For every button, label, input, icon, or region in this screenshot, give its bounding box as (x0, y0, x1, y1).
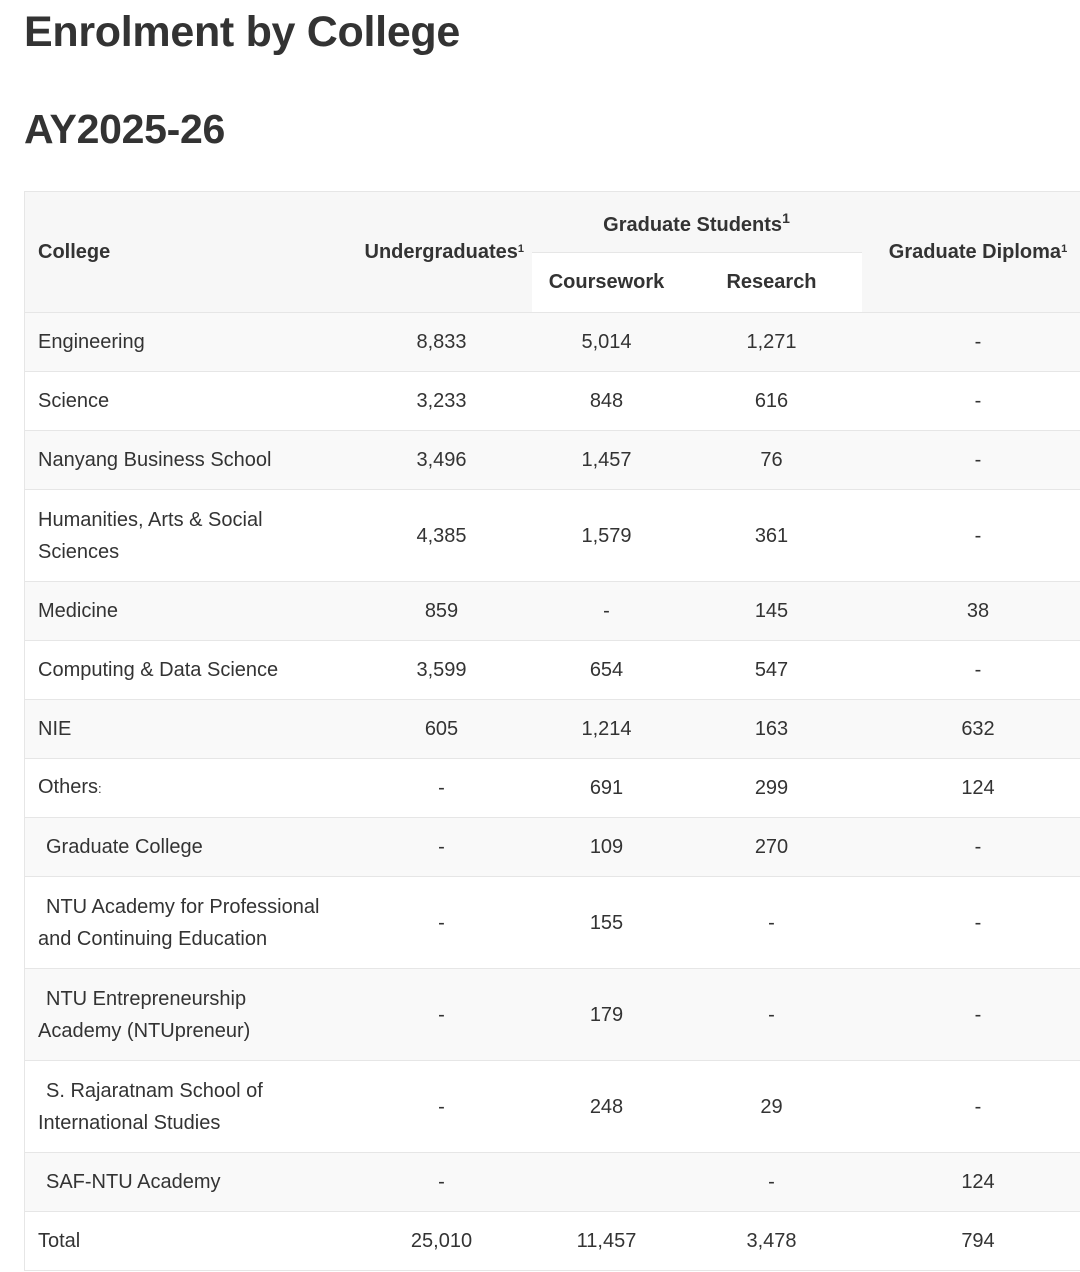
cell-undergraduates: 4,385 (352, 490, 532, 582)
cell-undergraduates: - (352, 1153, 532, 1212)
cell-college (25, 641, 352, 700)
header-coursework: Coursework (532, 253, 682, 313)
enrolment-table-container (24, 191, 1080, 1271)
cell-college (25, 759, 352, 818)
cell-undergraduates: - (352, 877, 532, 969)
page-title: Enrolment by College (24, 8, 461, 56)
college-name: NTU Entrepreneurship Academy (NTUpreneur) (38, 987, 251, 1042)
cell-coursework: 5,014 (532, 313, 682, 372)
cell-college (25, 431, 352, 490)
cell-coursework: 1,579 (532, 490, 682, 582)
cell-college (25, 1061, 352, 1153)
header-undergraduates-label: Undergraduates (364, 240, 518, 263)
cell-college (25, 1212, 352, 1271)
cell-undergraduates: 3,233 (352, 372, 532, 431)
table-row (25, 759, 1080, 818)
cell-graduate-diploma: 632 (862, 700, 1080, 759)
cell-graduate-diploma: - (862, 372, 1080, 431)
header-undergraduates (352, 192, 532, 313)
footnote-marker: 1 (517, 242, 524, 255)
cell-coursework: 654 (532, 641, 682, 700)
header-research: Research (682, 253, 862, 313)
cell-coursework: 155 (532, 877, 682, 969)
college-name: Engineering (38, 331, 145, 353)
table-row-sub (25, 1061, 1080, 1153)
cell-coursework: - (532, 582, 682, 641)
header-college-label: College (38, 240, 111, 263)
college-suffix: : (98, 781, 102, 796)
table-row (25, 700, 1080, 759)
cell-research: 616 (682, 372, 862, 431)
college-name: Nanyang Business School (38, 449, 272, 471)
cell-college (25, 969, 352, 1061)
cell-college (25, 313, 352, 372)
cell-undergraduates: - (352, 969, 532, 1061)
cell-coursework: 179 (532, 969, 682, 1061)
cell-graduate-diploma: - (862, 969, 1080, 1061)
cell-research: - (682, 877, 862, 969)
cell-graduate-diploma: - (862, 490, 1080, 582)
college-name: NTU Academy for Professional and Continuing Education (38, 895, 320, 950)
total-label: Total (38, 1230, 81, 1252)
college-name: SAF-NTU Academy (46, 1171, 221, 1193)
table-row (25, 641, 1080, 700)
cell-coursework: 248 (532, 1061, 682, 1153)
cell-college (25, 1153, 352, 1212)
table-row (25, 490, 1080, 582)
cell-graduate-diploma: - (862, 877, 1080, 969)
cell-graduate-diploma: - (862, 818, 1080, 877)
cell-undergraduates: 3,599 (352, 641, 532, 700)
college-name: Humanities, Arts & Social Sciences (38, 508, 263, 563)
cell-graduate-diploma: 124 (862, 1153, 1080, 1212)
cell-research: - (682, 1153, 862, 1212)
college-name: Medicine (38, 600, 119, 622)
college-name: Graduate College (46, 836, 203, 858)
table-row (25, 431, 1080, 490)
cell-research: 29 (682, 1061, 862, 1153)
header-graduate-diploma (862, 192, 1080, 313)
cell-graduate-diploma: 124 (862, 759, 1080, 818)
cell-research: - (682, 969, 862, 1061)
college-name: S. Rajaratnam School of International Studies (38, 1079, 263, 1134)
college-name: NIE (38, 718, 72, 740)
cell-research-total: 3,478 (682, 1212, 862, 1271)
table-body (25, 313, 1080, 1271)
footnote-marker: 1 (782, 209, 790, 226)
cell-coursework: 1,214 (532, 700, 682, 759)
cell-coursework: 691 (532, 759, 682, 818)
cell-research: 547 (682, 641, 862, 700)
cell-undergraduates: - (352, 1061, 532, 1153)
cell-graduate-diploma: - (862, 431, 1080, 490)
cell-undergraduates: 605 (352, 700, 532, 759)
table-row (25, 582, 1080, 641)
cell-research: 163 (682, 700, 862, 759)
college-name: Others (38, 776, 99, 798)
footnote-marker: 1 (1061, 242, 1068, 255)
college-name: Science (38, 390, 110, 412)
cell-graduate-diploma-total: 794 (862, 1212, 1080, 1271)
cell-college (25, 700, 352, 759)
cell-coursework: 1,457 (532, 431, 682, 490)
cell-college (25, 582, 352, 641)
table-row (25, 372, 1080, 431)
table-row-sub (25, 969, 1080, 1061)
cell-undergraduates-total: 25,010 (352, 1212, 532, 1271)
cell-research: 76 (682, 431, 862, 490)
college-name: Computing & Data Science (38, 659, 279, 681)
cell-coursework (532, 1153, 682, 1212)
table-row-sub (25, 1153, 1080, 1212)
enrolment-table (24, 191, 1080, 1271)
header-college (25, 192, 352, 313)
table-row-sub (25, 818, 1080, 877)
table-row (25, 313, 1080, 372)
cell-graduate-diploma: - (862, 1061, 1080, 1153)
cell-research: 145 (682, 582, 862, 641)
cell-research: 361 (682, 490, 862, 582)
cell-undergraduates: - (352, 759, 532, 818)
cell-coursework: 109 (532, 818, 682, 877)
cell-college (25, 877, 352, 969)
cell-undergraduates: - (352, 818, 532, 877)
cell-coursework: 848 (532, 372, 682, 431)
table-row-total (25, 1212, 1080, 1271)
cell-college (25, 490, 352, 582)
cell-undergraduates: 8,833 (352, 313, 532, 372)
cell-research: 270 (682, 818, 862, 877)
academic-year-heading: AY2025-26 (24, 106, 225, 152)
header-graduate-students (532, 192, 862, 253)
cell-undergraduates: 3,496 (352, 431, 532, 490)
cell-research: 1,271 (682, 313, 862, 372)
cell-graduate-diploma: - (862, 641, 1080, 700)
cell-graduate-diploma: 38 (862, 582, 1080, 641)
header-graduate-diploma-label: Graduate Diploma (888, 240, 1062, 263)
cell-research: 299 (682, 759, 862, 818)
table-header (25, 192, 1080, 313)
cell-coursework-total: 11,457 (532, 1212, 682, 1271)
table-row-sub (25, 877, 1080, 969)
cell-college (25, 818, 352, 877)
cell-graduate-diploma: - (862, 313, 1080, 372)
cell-undergraduates: 859 (352, 582, 532, 641)
header-graduate-students-label: Graduate Students (603, 213, 783, 236)
cell-college (25, 372, 352, 431)
